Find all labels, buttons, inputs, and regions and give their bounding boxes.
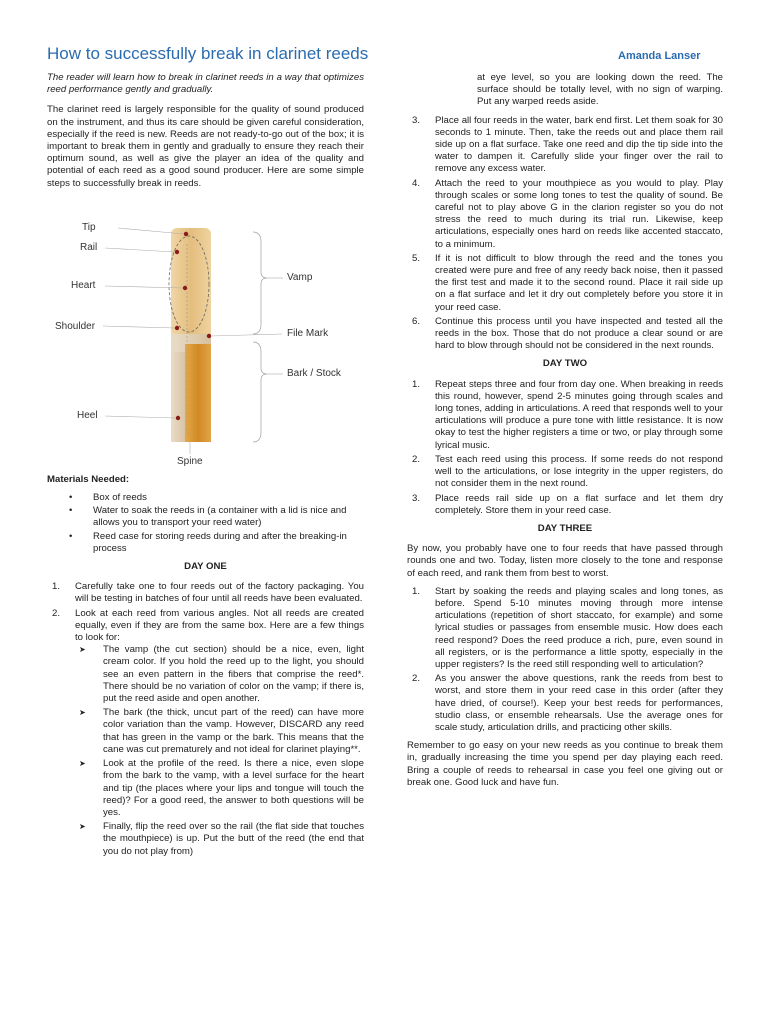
page-title: How to successfully break in clarinet reeds <box>47 44 369 63</box>
step-number: 3. <box>412 114 421 126</box>
step-number: 1. <box>52 581 61 593</box>
label-rail: Rail <box>80 241 98 253</box>
step-text: Continue this process until you have inspected and tested all the reeds in the box. Those that do not produce a clear sound or are hard to blow through should not be considered in the next rounds. <box>435 315 723 352</box>
day-three-steps <box>407 586 723 734</box>
vamp-bracket <box>253 232 267 334</box>
materials-heading: Materials Needed: <box>47 473 130 485</box>
check-continuation: at eye level, so you are looking down the reed. The surface should be totally level, with no sign of warping. Put any warped reeds aside. <box>477 72 723 108</box>
list-item <box>412 114 723 176</box>
label-tip: Tip <box>82 221 96 233</box>
closing-text: Remember to go easy on your new reeds as you continue to break them in, gradually increasing the time you spend per day playing each reed. Bring a couple of reeds to rehearsal in case you feel one giving out or break one. Good luck and have fun. <box>407 740 723 788</box>
left-column <box>47 72 364 864</box>
day-three-intro: By now, you probably have one to four reeds that have passed through rounds one and two. Today, listen more closely to the tone and response of each reed, and rank them from best to worst. <box>407 543 723 579</box>
day-two-heading: DAY TWO <box>542 358 588 370</box>
list-item <box>412 252 723 314</box>
label-file-mark: File Mark <box>287 327 329 339</box>
bark-bracket <box>253 342 267 442</box>
step-text: Attach the reed to your mouthpiece as you would to play. Play through scales or some long tones to test the quality of sound. Be careful not to play above G in the clarion register so you do not stress the reed to much during its trial run. Likewise, keep articulations, especially ones hard on reeds like accented staccato, to a minimum. <box>435 177 723 250</box>
reed-heel-left <box>171 352 187 442</box>
list-item <box>412 492 723 517</box>
step-number: 4. <box>412 177 421 189</box>
step-number: 5. <box>412 252 421 264</box>
heel-marker <box>176 416 180 420</box>
list-item: ➤ The vamp (the cut section) should be a nice, even, light cream color. If you hold the reed up to the light, you should see an even pattern in the fibers that comprise the reed*. There should be no variation of color on the vamp; if there is, put the reed aside and open another. <box>103 644 364 705</box>
step-text: Start by soaking the reeds and playing scales and long tones, as before. Spend 5-10 minutes moving through more intense articulations (repetition of short staccato, for example) and some lyrical studies or passages from ensemble music. How does each reed respond? Does the reed produce a rich, pure, even sound in all registers, or is the performance a little spotty, especially in the upper registers? Is the reed still responding well to articulation? <box>435 585 723 670</box>
day-one-steps <box>47 581 364 857</box>
step-number: 1. <box>412 585 421 597</box>
right-column <box>407 72 723 795</box>
label-vamp: Vamp <box>287 271 313 283</box>
list-item: ➤ The bark (the thick, uncut part of the reed) can have more color variation than the vamp. However, DISCARD any reed that has green in the vamp or the bark. This means that the cane was cut prematurely and not ideal for clarinet playing**. <box>103 707 364 756</box>
list-item <box>52 607 364 858</box>
step-text: As you answer the above questions, rank the reeds from best to worst, and store them in your reed case in this order (after they have dried, of course!). Keep your best reeds for performances, studio class, or ensemble rehearsals. Use the average ones for scale study, articulation drills, and practicing other skills. <box>435 673 723 733</box>
list-item <box>412 378 723 452</box>
reed-bark <box>185 344 211 442</box>
step-number: 2. <box>412 673 421 685</box>
list-item <box>52 581 364 605</box>
label-bark: Bark / Stock <box>287 367 341 379</box>
step-text: If it is not difficult to blow through the reed and the tones you created were pure and free of any reedy back noise, then it passed the first test and made it to the second round. Place it rail side up on a flat surface and let it dry out completely before you store it in your reed case. <box>435 252 723 313</box>
day-two-steps <box>407 379 723 517</box>
list-item <box>412 315 723 353</box>
step-text: Look at each reed from various angles. Not all reeds are created equally, even if they are from the same box. Here are a few things to look for: <box>75 607 364 644</box>
list-item: • Water to soak the reeds in (a container with a lid is nice and allows you to transport your reed water) <box>93 505 364 529</box>
day-one-heading: DAY ONE <box>184 561 227 573</box>
step-number: 2. <box>52 607 61 619</box>
step-number: 2. <box>412 453 421 465</box>
step-text: Place reeds rail side up on a flat surface and let them dry completely. Store them in your reed case. <box>435 492 723 516</box>
list-item: • Box of reeds <box>93 492 364 504</box>
step-number: 1. <box>412 378 421 390</box>
overview-text: The clarinet reed is largely responsible for the quality of sound produced on the instrument, and thus its care should be given careful consideration, especially if the reed is new. Reeds are not ready-to-go out of the box; it is important to break them in gently and gradually to ensure they reach their optimum sound, as well as give the player an idea of the quality and potential of each reed as a good sound producer. Here are some simple steps to successfully break in reeds. <box>47 104 364 189</box>
step-text: Test each reed using this process. If some reeds do not respond well to the articulations, or lose integrity in the upper registers, do not consider them in the next round. <box>435 453 723 490</box>
label-heel: Heel <box>77 409 98 421</box>
list-item <box>412 177 723 251</box>
day-three-heading: DAY THREE <box>537 522 593 534</box>
rail-marker <box>175 250 179 254</box>
label-spine: Spine <box>177 455 203 467</box>
intro-text: The reader will learn how to break in clarinet reeds in a way that optimizes reed performance gently and gradually. <box>47 72 364 96</box>
heart-marker <box>183 286 187 290</box>
list-item: ➤ Finally, flip the reed over so the rail (the flat side that touches the mouthpiece) is up. Put the butt of the reed (the end that you do not play from) <box>103 821 364 858</box>
reed-vamp <box>171 228 211 338</box>
step-number: 3. <box>412 492 421 504</box>
step-text: Carefully take one to four reeds out of the factory packaging. You will be testing in batches of four until all reeds have been evaluated. <box>75 581 364 605</box>
reed-diagram <box>47 196 364 466</box>
list-item: • Reed case for storing reeds during and after the breaking-in process <box>93 531 364 555</box>
label-shoulder: Shoulder <box>55 320 96 332</box>
list-item: ➤ Look at the profile of the reed. Is there a nice, even slope from the bark to the vamp, with a level surface for the heart and tip (the places where your lips and tongue will touch the reed)? For a good reed, the answer to both questions will be yes. <box>103 758 364 819</box>
day-one-steps-cont <box>407 115 723 353</box>
list-item <box>412 585 723 671</box>
filemark-marker <box>207 334 211 338</box>
step-number: 6. <box>412 315 421 327</box>
step-text: Repeat steps three and four from day one. When breaking in reeds this round, however, spend 2-5 minutes going through scales and long tones, adding in articulations. A reed that responds well to your articulations will produce a pure tone with little resistance. It is now okay to test the higher registers a time or two, or play through some lyrical music. <box>435 378 723 451</box>
shoulder-marker <box>175 326 179 330</box>
author-name: Amanda Lanser <box>618 50 701 62</box>
label-heart: Heart <box>71 279 96 291</box>
step-text: Place all four reeds in the water, bark end first. Let them soak for 30 seconds to 1 minute. Then, take the reeds out and place them rail side up on a flat surface. Take one reed and dip the tip side into the water to dampen it. Carefully slide your finger over the rail to remove any excess water. <box>435 114 723 175</box>
list-item <box>412 673 723 734</box>
list-item <box>412 453 723 491</box>
reed-checks-list <box>75 644 364 857</box>
tip-marker <box>184 232 188 236</box>
materials-list <box>47 492 364 555</box>
